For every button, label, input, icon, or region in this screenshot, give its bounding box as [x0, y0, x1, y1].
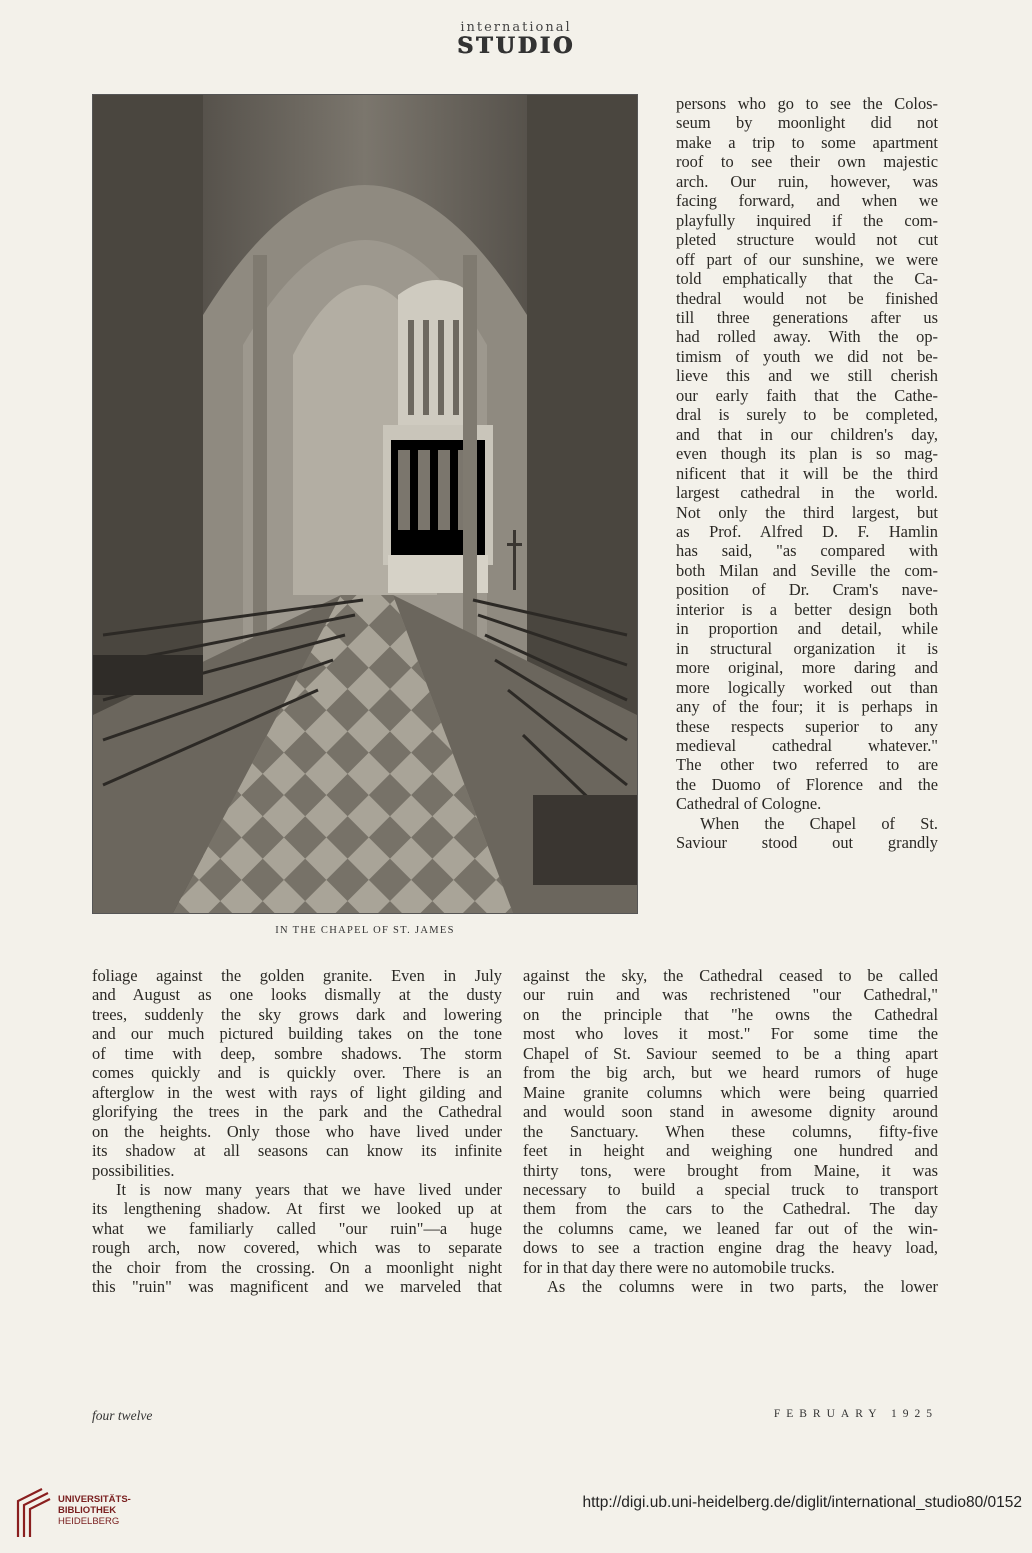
- text-line: both Milan and Seville the com-: [676, 560, 938, 580]
- text-line: lieve this and we still cherish: [676, 366, 938, 386]
- text-line: the columns came, we leaned far out of the win-: [523, 1218, 938, 1238]
- text-line: make a trip to some apartment: [676, 132, 938, 152]
- text-line: and that in our children's day,: [676, 424, 938, 444]
- text-line: this "ruin" was magnificent and we marveled that: [92, 1277, 502, 1297]
- text-line: the choir from the crossing. On a moonlight night: [92, 1257, 502, 1277]
- text-line: for in that day there were no automobile trucks.: [523, 1257, 835, 1277]
- text-line: feet in height and weighing one hundred and: [523, 1141, 938, 1161]
- text-line: the Duomo of Florence and the: [676, 774, 938, 794]
- text-line: any of the four; it is perhaps in: [676, 697, 938, 717]
- text-line: from the big arch, but we heard rumors of huge: [523, 1063, 938, 1083]
- text-line: has said, "as compared with: [676, 541, 938, 561]
- text-line: comes quickly and is quickly over. There is an: [92, 1063, 502, 1083]
- left-column-text: [92, 966, 502, 1297]
- photo-caption: IN THE CHAPEL OF ST. JAMES: [275, 925, 455, 936]
- text-line: arch. Our ruin, however, was: [676, 171, 938, 191]
- text-line: timism of youth we did not be-: [676, 346, 938, 366]
- text-line: facing forward, and when we: [676, 191, 938, 211]
- library-name-line-2: BIBLIOTHEK: [58, 1505, 117, 1516]
- text-line: off part of our sunshine, we were: [676, 249, 938, 269]
- text-line: playfully inquired if the com-: [676, 210, 938, 230]
- masthead: [0, 20, 1032, 59]
- text-line: Maine granite columns which were being quarried: [523, 1082, 938, 1102]
- text-line: medieval cathedral whatever.": [676, 735, 938, 755]
- text-line: on the heights. Only those who have lived under: [92, 1121, 502, 1141]
- text-line: nificent that it will be the third: [676, 463, 938, 483]
- text-line: our ruin and was rechristened "our Cathedral,": [523, 985, 938, 1005]
- library-name-line-1: UNIVERSITÄTS-: [58, 1494, 131, 1505]
- text-line: The other two referred to are: [676, 755, 938, 775]
- text-line: in proportion and detail, while: [676, 619, 938, 639]
- text-line: Cathedral of Cologne.: [676, 794, 822, 814]
- text-line: told emphatically that the Ca-: [676, 269, 938, 289]
- text-line: the Sanctuary. When these columns, fifty-five: [523, 1121, 938, 1141]
- text-line: trees, suddenly the sky grows dark and lowering: [92, 1004, 502, 1024]
- text-line: them from the cars to the Cathedral. The day: [523, 1199, 938, 1219]
- chapel-photograph-drawing: [93, 95, 637, 913]
- issue-date: FEBRUARY 1925: [773, 1408, 938, 1420]
- text-line: our early faith that the Cathe-: [676, 385, 938, 405]
- library-name-line-3: HEIDELBERG: [58, 1516, 120, 1527]
- text-line: roof to see their own majestic: [676, 152, 938, 172]
- text-line: more original, more daring and: [676, 658, 938, 678]
- middle-column-text: [523, 966, 938, 1297]
- source-url-link[interactable]: http://digi.ub.uni-heidelberg.de/diglit/international_studio80/0152: [582, 1494, 1022, 1511]
- text-line: against the sky, the Cathedral ceased to be called: [523, 966, 938, 985]
- text-line: in structural organization it is: [676, 638, 938, 658]
- text-line: more logically worked out than: [676, 677, 938, 697]
- text-line: even though its plan is so mag-: [676, 444, 938, 464]
- text-line: till three generations after us: [676, 307, 938, 327]
- page-folio: four twelve: [92, 1408, 153, 1423]
- library-logo-icon: [12, 1487, 52, 1539]
- text-line: of time with deep, sombre shadows. The storm: [92, 1043, 502, 1063]
- text-line: and would soon stand in awesome dignity around: [523, 1102, 938, 1122]
- text-line: on the principle that "he owns the Cathedral: [523, 1004, 938, 1024]
- masthead-line-2: STUDIO: [457, 33, 575, 59]
- text-line: Saviour stood out grandly: [676, 833, 938, 853]
- text-line: thirty tons, were brought from Maine, it was: [523, 1160, 938, 1180]
- text-line: interior is a better design both: [676, 599, 938, 619]
- text-line: pleted structure would not cut: [676, 230, 938, 250]
- text-line: As the columns were in two parts, the lower: [547, 1277, 938, 1297]
- text-line: It is now many years that we have lived under: [116, 1179, 502, 1199]
- text-line: thedral would not be finished: [676, 288, 938, 308]
- text-line: what we familiarly called "our ruin"—a huge: [92, 1218, 502, 1238]
- library-name: [58, 1494, 131, 1527]
- text-line: Not only the third largest, but: [676, 502, 938, 522]
- text-line: persons who go to see the Colos-: [676, 94, 938, 113]
- text-line: and August as one looks dismally at the dusty: [92, 985, 502, 1005]
- text-line: afterglow in the west with rays of light gilding and: [92, 1082, 502, 1102]
- text-line: necessary to build a special truck to transport: [523, 1179, 938, 1199]
- text-line: most who loves it most." For some time the: [523, 1024, 938, 1044]
- text-line: rough arch, now covered, which was to separate: [92, 1238, 502, 1258]
- text-line: When the Chapel of St.: [700, 813, 938, 833]
- masthead-line-1: international: [460, 20, 572, 35]
- chapel-photograph: [92, 94, 638, 914]
- text-line: had rolled away. With the op-: [676, 327, 938, 347]
- text-line: as Prof. Alfred D. F. Hamlin: [676, 521, 938, 541]
- text-line: and our much pictured building takes on the tone: [92, 1024, 502, 1044]
- text-line: seum by moonlight did not: [676, 113, 938, 133]
- text-line: possibilities.: [92, 1160, 175, 1180]
- text-line: these respects superior to any: [676, 716, 938, 736]
- right-column-text: [676, 94, 938, 853]
- text-line: position of Dr. Cram's nave-: [676, 580, 938, 600]
- text-line: its shadow at all seasons can know its infinite: [92, 1141, 502, 1161]
- text-line: Chapel of St. Saviour seemed to be a thing apart: [523, 1043, 938, 1063]
- text-line: foliage against the golden granite. Even in July: [92, 966, 502, 985]
- text-line: largest cathedral in the world.: [676, 483, 938, 503]
- text-line: dows to see a traction engine drag the heavy load,: [523, 1238, 938, 1258]
- text-line: glorifying the trees in the park and the Cathedral: [92, 1102, 502, 1122]
- text-line: dral is surely to be completed,: [676, 405, 938, 425]
- text-line: its lengthening shadow. At first we looked up at: [92, 1199, 502, 1219]
